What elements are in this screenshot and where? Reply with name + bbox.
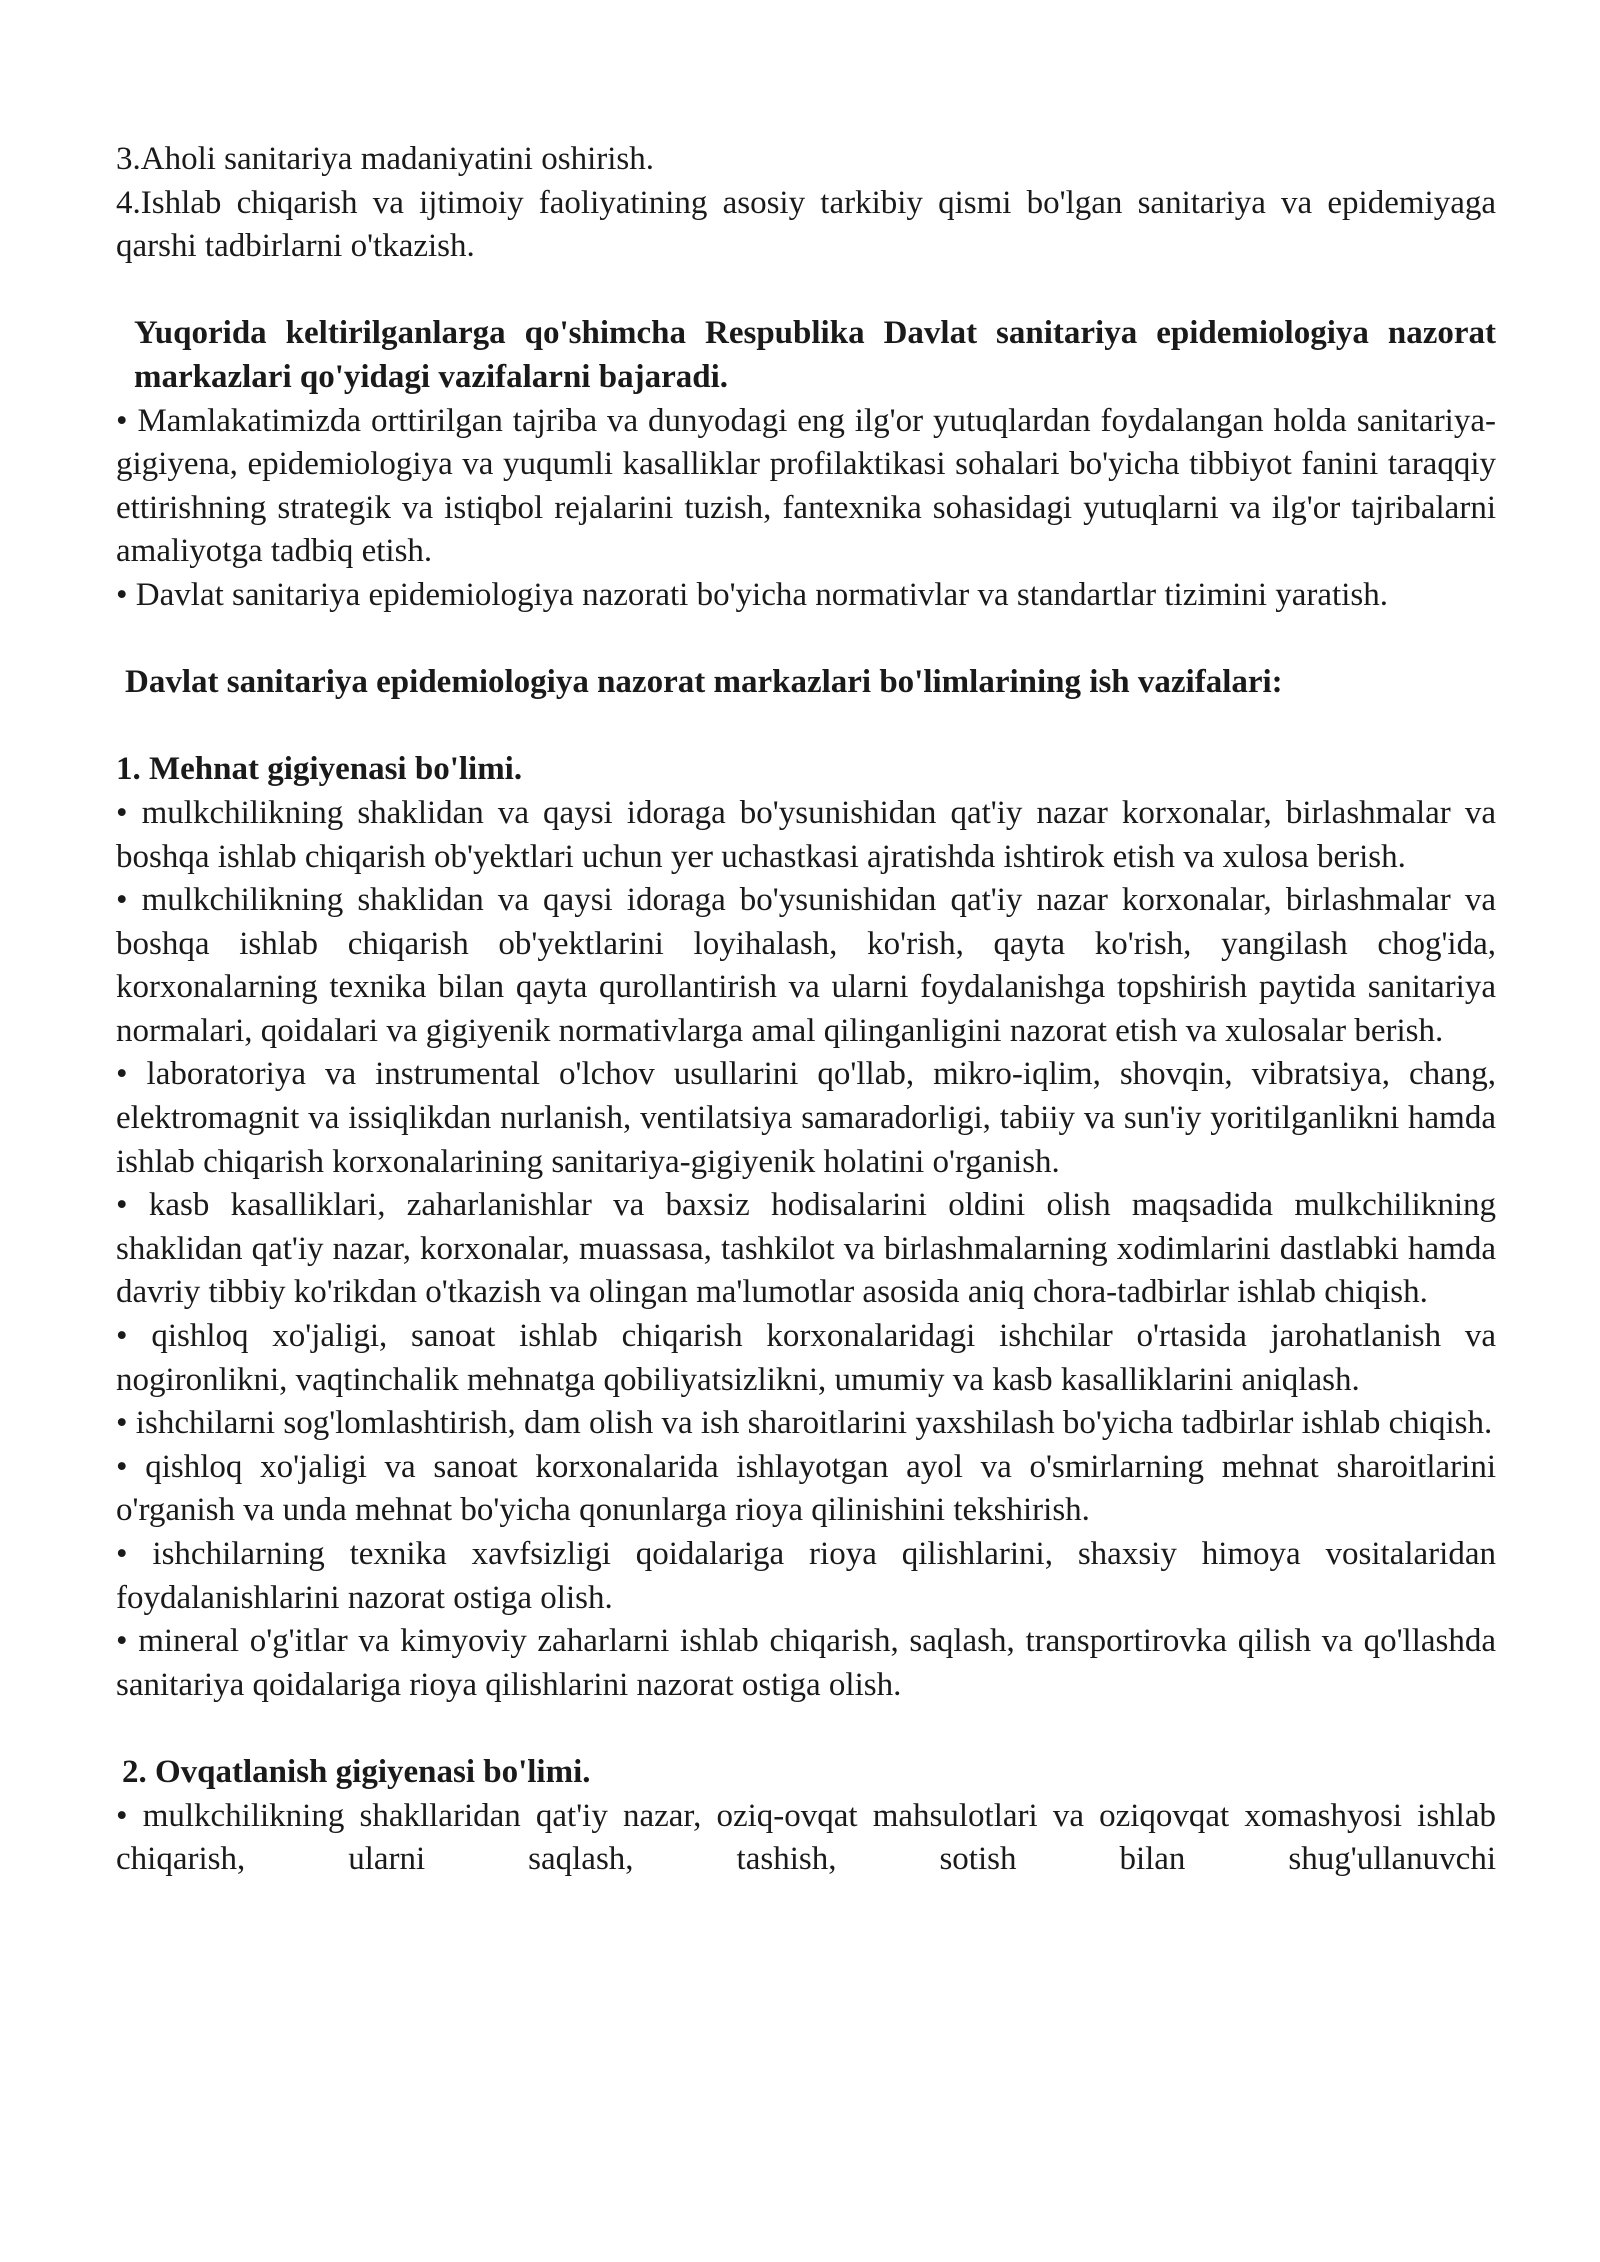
- spacer: [116, 269, 1496, 313]
- section1-bullet-1: • mulkchilikning shaklidan va qaysi idoraga bo'ysunishidan qat'iy nazar korxonalar, birlashmalar va boshqa ishlab chiqarish ob'yektlari uchun yer uchastkasi ajratishda ishtirok etish va xulosa berish.: [116, 794, 1496, 875]
- spacer: [116, 618, 1496, 662]
- section1-bullet-4: • kasb kasalliklari, zaharlanishlar va baxsiz hodisalarini oldini olish maqsadida mulkchilikning shaklidan qat'iy nazar, korxonalar, muassasa, tashkilot va birlashmalarning xodimlarini dastlabki hamda davriy tibbiy ko'rikdan o'tkazish va olingan ma'lumotlar asosida aniq chora-tadbirlar ishlab chiqish.: [116, 1187, 1496, 1311]
- section2-bullet-1: • mulkchilikning shakllaridan qat'iy nazar, oziq-ovqat mahsulotlari va oziqovqat xomashyosi ishlab chiqarish, ularni saqlash, tashish, sotish bilan shug'ullanuvchi: [116, 1797, 1496, 1878]
- intro-heading: Yuqorida keltirilganlarga qo'shimcha Respublika Davlat sanitariya epidemiologiya nazorat markazlari qo'yidagi vazifalarni bajaradi.: [134, 315, 1496, 395]
- spacer: [116, 1707, 1496, 1751]
- section1-bullet-5: • qishloq xo'jaligi, sanoat ishlab chiqarish korxonalaridagi ishchilar o'rtasida jarohatlanish va nogironlikni, vaqtinchalik mehnatga qobiliyatsizlikni, umumiy va kasb kasalliklarini aniqlash.: [116, 1318, 1496, 1398]
- section1-bullet-8: • ishchilarning texnika xavfsizligi qoidalariga rioya qilishlarini, shaxsiy himoya vositalaridan foydalanishlarini nazorat ostiga olish.: [116, 1536, 1496, 1616]
- document-page: [116, 138, 1496, 1882]
- section1-bullet-7: • qishloq xo'jaligi va sanoat korxonalarida ishlayotgan ayol va o'smirlarning mehnat sharoitlarini o'rganish va unda mehnat bo'yicha qonunlarga rioya qilinishini tekshirish.: [116, 1448, 1496, 1529]
- section1-bullet-9: • mineral o'g'itlar va kimyoviy zaharlarni ishlab chiqarish, saqlash, transportirovka qilish va qo'llashda sanitariya qoidalariga rioya qilishlarini nazorat ostiga olish.: [116, 1623, 1496, 1703]
- section1-bullet-6: • ishchilarni sog'lomlashtirish, dam olish va ish sharoitlarini yaxshilash bo'yicha tadbirlar ishlab chiqish.: [116, 1405, 1493, 1442]
- list-item-3: 3.Aholi sanitariya madaniyatini oshirish.: [116, 141, 654, 177]
- section-heading: Davlat sanitariya epidemiologiya nazorat markazlari bo'limlarining ish vazifalari:: [125, 664, 1283, 701]
- section1-title: 1. Mehnat gigiyenasi bo'limi.: [116, 751, 523, 788]
- list-item-4: 4.Ishlab chiqarish va ijtimoiy faoliyatining asosiy tarkibiy qismi bo'lgan sanitariya va epidemiyaga qarshi tadbirlarni o'tkazish.: [116, 184, 1496, 265]
- intro-bullet-2: • Davlat sanitariya epidemiologiya nazorati bo'yicha normativlar va standartlar tizimini yaratish.: [116, 576, 1388, 613]
- section1-bullet-2: • mulkchilikning shaklidan va qaysi idoraga bo'ysunishidan qat'iy nazar korxonalar, birlashmalar va boshqa ishlab chiqarish ob'yektlarini loyihalash, ko'rish, qayta ko'rish, yangilash chog'ida, korxonalarning texnika bilan qayta qurollantirish va ularni foydalanishga topshirish paytida sanitariya normalari, qoidalari va gigiyenik normativlarga amal qilinganligini nazorat etish va xulosalar berish.: [116, 882, 1496, 1049]
- intro-bullet-1: • Mamlakatimizda orttirilgan tajriba va dunyodagi eng ilg'or yutuqlardan foydalangan holda sanitariya-gigiyena, epidemiologiya va yuqumli kasalliklar profilaktikasi sohalari bo'yicha tibbiyot fanini taraqqiy ettirishning strategik va istiqbol rejalarini tuzish, fantexnika sohasidagi yutuqlarni va ilg'or tajribalarni amaliyotga tadbiq etish.: [116, 402, 1496, 570]
- section2-title: 2. Ovqatlanish gigiyenasi bo'limi.: [122, 1753, 591, 1790]
- section1-bullet-3: • laboratoriya va instrumental o'lchov usullarini qo'llab, mikro-iqlim, shovqin, vibratsiya, chang, elektromagnit va issiqlikdan nurlanish, ventilatsiya samaradorligi, tabiiy va sun'iy yoritilganlikni hamda ishlab chiqarish korxonalarining sanitariya-gigiyenik holatini o'rganish.: [116, 1056, 1496, 1180]
- spacer: [116, 705, 1496, 749]
